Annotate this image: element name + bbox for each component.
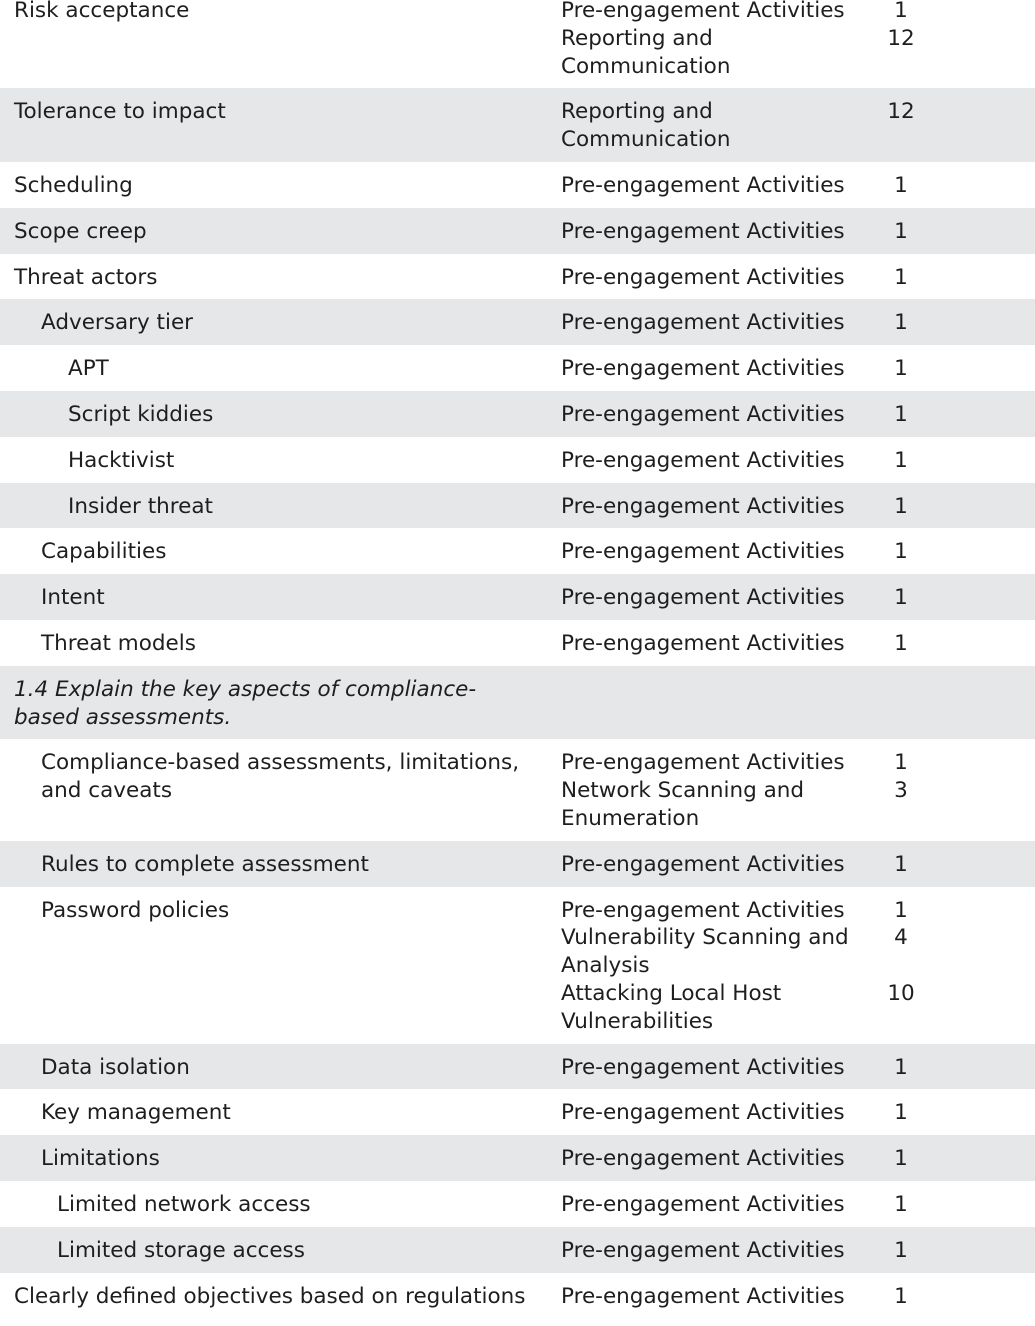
- chapter-number: 1: [894, 630, 908, 656]
- chapter-cell: [561, 218, 941, 246]
- chapter-title: Pre-engagement Activities: [561, 356, 845, 382]
- chapter-cell: [561, 1145, 941, 1173]
- chapter-reference: [561, 1191, 941, 1219]
- chapter-title: Pre-engagement Activities: [561, 172, 845, 198]
- chapter-number: 1: [894, 1191, 908, 1217]
- table-row: [0, 1044, 1035, 1090]
- chapter-reference: [561, 924, 941, 980]
- chapter-title: Pre-engagement Activities: [561, 897, 845, 923]
- topic-cell: Data isolation: [41, 1054, 190, 1080]
- chapter-title: Pre-engagement Activities: [561, 539, 845, 565]
- chapter-cell: [561, 1283, 941, 1311]
- chapter-reference: [561, 218, 941, 246]
- topic-cell: Scheduling: [14, 172, 133, 198]
- chapter-title: Attacking Local Host Vulnerabilities: [561, 980, 782, 1034]
- chapter-cell: [561, 493, 941, 521]
- topic-cell: Password policies: [41, 897, 230, 923]
- topic-cell: Key management: [41, 1100, 231, 1126]
- chapter-title: Reporting and Communication: [561, 25, 731, 79]
- chapter-title: Pre-engagement Activities: [561, 310, 845, 336]
- chapter-title: Reporting and Communication: [561, 99, 731, 153]
- chapter-title: Pre-engagement Activities: [561, 1054, 845, 1080]
- chapter-number: 12: [887, 25, 915, 51]
- chapter-number: 1: [894, 1237, 908, 1263]
- chapter-reference: [561, 1054, 941, 1082]
- chapter-reference: [561, 401, 941, 429]
- table-row: [0, 88, 1035, 162]
- chapter-cell: [561, 630, 941, 658]
- table-row: [0, 1181, 1035, 1227]
- topic-cell: Limited storage access: [57, 1237, 305, 1263]
- chapter-cell: [561, 401, 941, 429]
- chapter-title: Pre-engagement Activities: [561, 0, 845, 23]
- chapter-reference: [561, 897, 941, 925]
- chapter-reference: [561, 1099, 941, 1127]
- chapter-number: 1: [894, 851, 908, 877]
- chapter-number: 4: [894, 925, 908, 951]
- topic-cell: Script kiddies: [68, 401, 214, 427]
- chapter-title: Pre-engagement Activities: [561, 401, 845, 427]
- chapter-number: 1: [894, 0, 908, 23]
- chapter-cell: [561, 1237, 941, 1265]
- chapter-cell: [561, 1191, 941, 1219]
- topic-cell: Risk acceptance: [14, 0, 190, 23]
- chapter-cell: [561, 676, 941, 732]
- chapter-title: Pre-engagement Activities: [561, 630, 845, 656]
- table-row: [0, 1135, 1035, 1181]
- chapter-reference: [561, 1237, 941, 1265]
- table-row: [0, 620, 1035, 666]
- chapter-reference: [561, 980, 941, 1036]
- chapter-title: Pre-engagement Activities: [561, 1146, 845, 1172]
- chapter-reference: [561, 98, 941, 154]
- chapter-cell: [561, 584, 941, 612]
- chapter-reference: [561, 749, 941, 777]
- table-row: [0, 254, 1035, 300]
- chapter-number: 1: [894, 356, 908, 382]
- table-row: [0, 841, 1035, 887]
- chapter-reference: [561, 630, 941, 658]
- chapter-title: Pre-engagement Activities: [561, 1100, 845, 1126]
- chapter-cell: [561, 447, 941, 475]
- chapter-cell: [561, 897, 941, 1036]
- chapter-cell: [561, 851, 941, 879]
- table-row: [0, 208, 1035, 254]
- topic-cell: Insider threat: [68, 493, 213, 519]
- chapter-number: 1: [894, 401, 908, 427]
- chapter-title: Pre-engagement Activities: [561, 585, 845, 611]
- chapter-reference: [561, 584, 941, 612]
- topic-cell: Scope creep: [14, 218, 147, 244]
- chapter-title: Pre-engagement Activities: [561, 218, 845, 244]
- table-row: [0, 391, 1035, 437]
- chapter-number: 1: [894, 585, 908, 611]
- chapter-reference: [561, 493, 941, 521]
- topic-cell: Rules to complete assessment: [41, 851, 369, 877]
- chapter-cell: [561, 172, 941, 200]
- table-row: [0, 162, 1035, 208]
- chapter-reference: [561, 0, 941, 25]
- table-row: [0, 1273, 1035, 1319]
- chapter-reference: [561, 355, 941, 383]
- chapter-cell: [561, 0, 941, 80]
- chapter-title: Pre-engagement Activities: [561, 493, 845, 519]
- chapter-title: Pre-engagement Activities: [561, 1191, 845, 1217]
- chapter-number: 1: [894, 1100, 908, 1126]
- objective-heading-row: [0, 666, 1035, 740]
- chapter-number: 1: [894, 750, 908, 776]
- chapter-number: 1: [894, 172, 908, 198]
- topic-cell: Compliance-based assessments, limitations, and caveats: [41, 750, 520, 804]
- chapter-number: 12: [887, 99, 915, 125]
- topic-cell: Threat models: [41, 630, 196, 656]
- chapter-number: 1: [894, 447, 908, 473]
- chapter-title: Pre-engagement Activities: [561, 1237, 845, 1263]
- chapter-number: 1: [894, 310, 908, 336]
- chapter-title: Network Scanning and Enumeration: [561, 778, 805, 831]
- chapter-reference: [561, 1283, 941, 1311]
- chapter-reference: [561, 851, 941, 879]
- table-row: [0, 299, 1035, 345]
- topic-cell: Threat actors: [14, 264, 158, 290]
- chapter-number: 1: [894, 218, 908, 244]
- table-row: [0, 483, 1035, 529]
- topic-cell: Tolerance to impact: [14, 99, 226, 125]
- table-row: [0, 1227, 1035, 1273]
- chapter-title: Pre-engagement Activities: [561, 851, 845, 877]
- chapter-number: 1: [894, 897, 908, 923]
- chapter-cell: [561, 538, 941, 566]
- chapter-reference: [561, 777, 941, 833]
- table-row: [0, 887, 1035, 1044]
- table-row: [0, 574, 1035, 620]
- chapter-cell: [561, 1054, 941, 1082]
- chapter-number: 1: [894, 264, 908, 290]
- topic-cell: APT: [68, 356, 109, 382]
- chapter-cell: [561, 264, 941, 292]
- table-row: [0, 528, 1035, 574]
- chapter-reference: [561, 309, 941, 337]
- chapter-reference: [561, 172, 941, 200]
- chapter-reference: [561, 1145, 941, 1173]
- table-row: [0, 0, 1035, 88]
- chapter-reference: [561, 25, 941, 81]
- topic-cell: Capabilities: [41, 539, 167, 565]
- chapter-reference: [561, 447, 941, 475]
- chapter-title: Pre-engagement Activities: [561, 1283, 845, 1309]
- chapter-title: Pre-engagement Activities: [561, 750, 845, 776]
- table-row: [0, 1089, 1035, 1135]
- topic-cell: Adversary tier: [41, 310, 194, 336]
- chapter-number: 1: [894, 1283, 908, 1309]
- chapter-reference: [561, 264, 941, 292]
- chapter-cell: [561, 98, 941, 154]
- chapter-number: 3: [894, 778, 908, 804]
- chapter-number: 1: [894, 539, 908, 565]
- chapter-title: Pre-engagement Activities: [561, 447, 845, 473]
- topic-cell: Intent: [41, 585, 105, 611]
- chapter-cell: [561, 749, 941, 832]
- objective-heading: 1.4 Explain the key aspects of compliance-based assessments.: [14, 676, 477, 730]
- table-row: [0, 345, 1035, 391]
- topic-cell: Limited network access: [57, 1191, 311, 1217]
- chapter-number: 10: [887, 980, 915, 1006]
- chapter-title: Vulnerability Scanning and Analysis: [561, 925, 849, 979]
- chapter-cell: [561, 1099, 941, 1127]
- chapter-number: 1: [894, 1146, 908, 1172]
- chapter-title: Pre-engagement Activities: [561, 264, 845, 290]
- chapter-cell: [561, 309, 941, 337]
- chapter-number: 1: [894, 493, 908, 519]
- chapter-number: 1: [894, 1054, 908, 1080]
- table-row: [0, 739, 1035, 840]
- table-row: [0, 437, 1035, 483]
- chapter-cell: [561, 355, 941, 383]
- topic-cell: Clearly defined objectives based on regulations: [14, 1283, 526, 1309]
- chapter-reference: [561, 538, 941, 566]
- topic-cell: Hacktivist: [68, 447, 175, 473]
- topic-cell: Limitations: [41, 1146, 160, 1172]
